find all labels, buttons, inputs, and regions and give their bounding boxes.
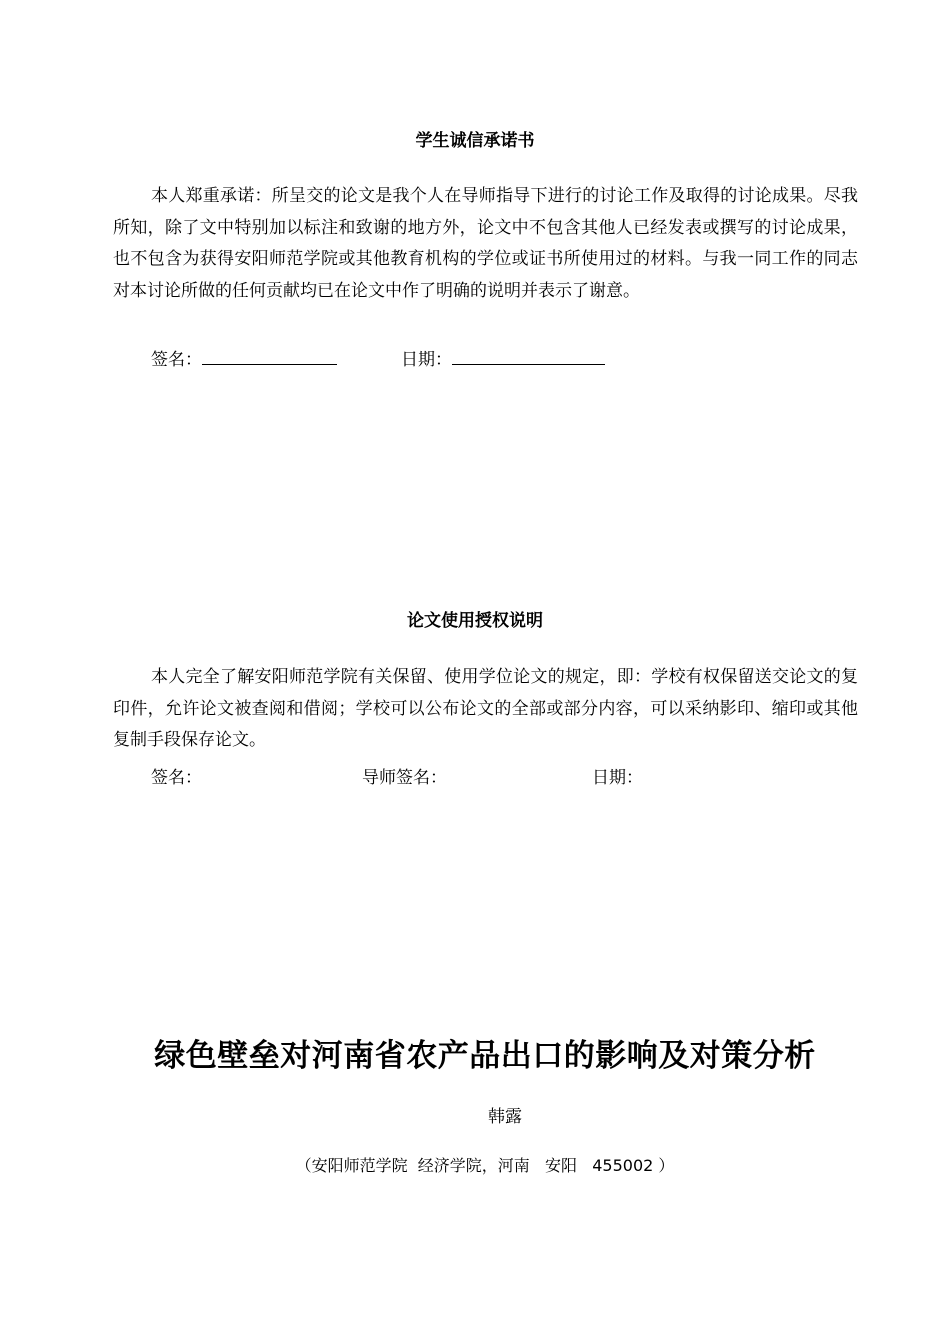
- integrity-date-label: 日期：: [401, 350, 452, 370]
- integrity-signature-row: [151, 345, 337, 370]
- authorization-heading: 论文使用授权说明: [407, 611, 543, 631]
- authorization-advisor-signature-label: 导师签名：: [362, 768, 447, 788]
- integrity-signature-label: 签名：: [151, 350, 202, 370]
- integrity-date-blank[interactable]: [452, 350, 605, 365]
- paper-title: 绿色壁垒对河南省农产品出口的影响及对策分析: [154, 1038, 816, 1074]
- paper-affiliation: （安阳师范学院 经济学院，河南 安阳 455002 ）: [295, 1156, 675, 1175]
- integrity-date-row: [401, 345, 605, 370]
- integrity-body: 本人郑重承诺：所呈交的论文是我个人在导师指导下进行的讨论工作及取得的讨论成果。尽我所知，除了文中特别加以标注和致谢的地方外，论文中不包含其他人已经发表或撰写的讨论成果，也不包含为获得安阳师范学院或其他教育机构的学位或证书所使用过的材料。与我一同工作的同志对本讨论所做的任何贡献均已在论文中作了明确的说明并表示了谢意。: [113, 186, 858, 301]
- paper-author: 韩露: [488, 1107, 522, 1127]
- authorization-date-label: 日期：: [592, 768, 643, 788]
- integrity-heading: 学生诚信承诺书: [415, 131, 535, 151]
- integrity-signature-blank[interactable]: [202, 350, 337, 365]
- authorization-signature-label: 签名：: [151, 768, 202, 788]
- authorization-body: 本人完全了解安阳师范学院有关保留、使用学位论文的规定，即：学校有权保留送交论文的复印件，允许论文被查阅和借阅；学校可以公布论文的全部或部分内容，可以采纳影印、缩印或其他复制手段保存论文。: [113, 667, 858, 750]
